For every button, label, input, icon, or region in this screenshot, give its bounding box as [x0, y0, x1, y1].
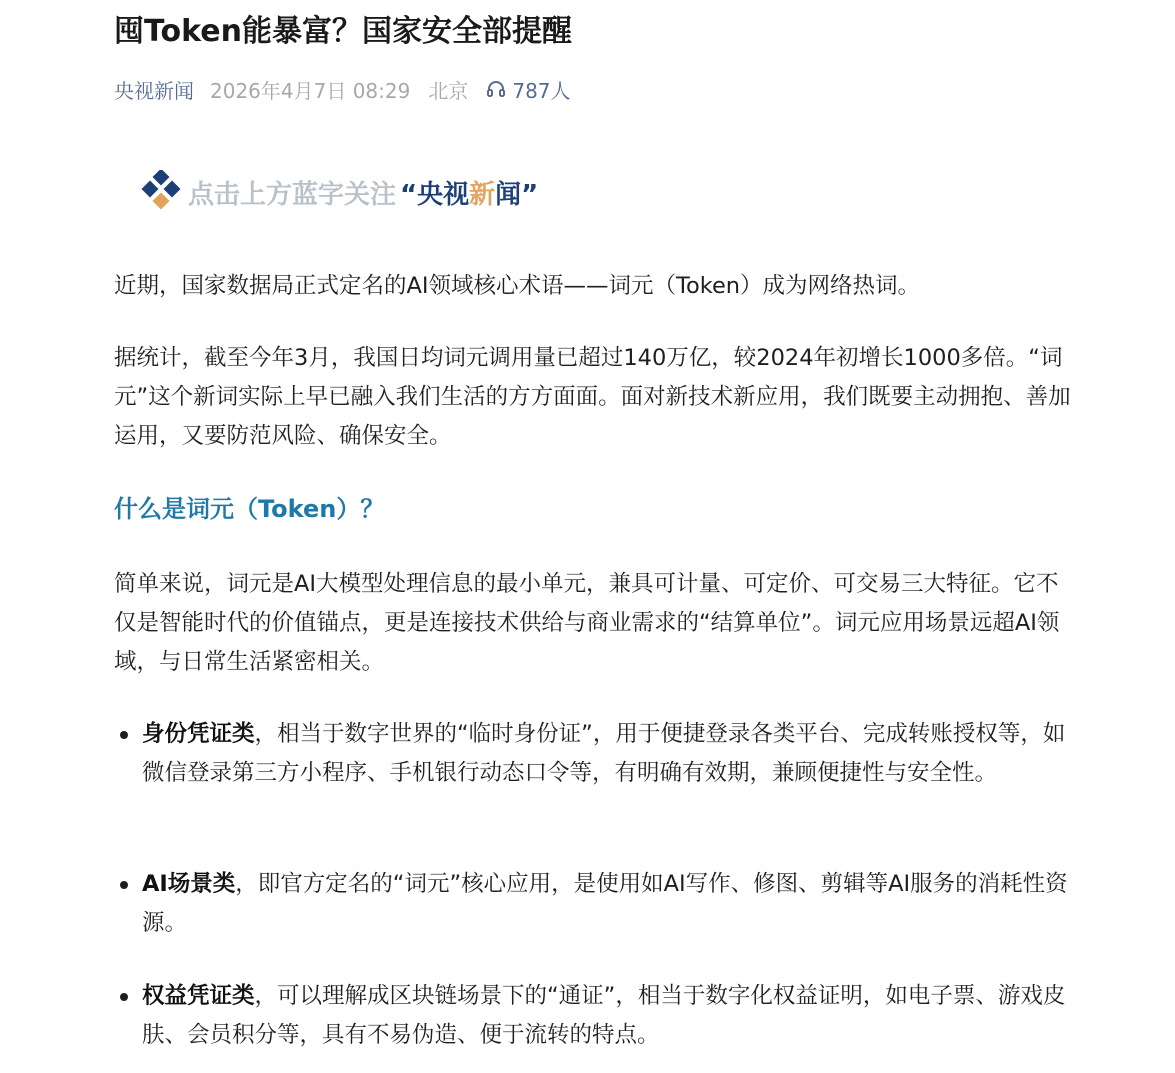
publish-date: 2026年4月7日 08:29	[210, 78, 411, 103]
section-heading: 什么是词元（Token）？	[114, 495, 385, 523]
list-item-desc: ，可以理解成区块链场景下的“通证”，相当于数字化权益证明，如电子票、游戏皮肤、会员积分等，具有不易伪造、便于流转的特点。	[142, 983, 1066, 1048]
list-item	[114, 715, 1079, 793]
list-item-text	[142, 977, 1079, 1055]
follow-banner[interactable]	[140, 170, 538, 214]
name-part-3: 闻	[495, 179, 522, 210]
list-item-term: AI场景类	[142, 871, 236, 897]
paragraph-definition: 简单来说，词元是AI大模型处理信息的最小单元，兼具可计量、可定价、可交易三大特征。它不仅是智能时代的价值锚点，更是连接技术供给与商业需求的“结算单位”。词元应用场景远超AI领域，与日常生活紧密相关。	[114, 571, 1060, 675]
listen-count: 787人	[512, 78, 571, 103]
list-item	[114, 865, 1079, 943]
follow-tip: 点击上方蓝字关注	[188, 179, 397, 210]
list-item-desc: ，相当于数字世界的“临时身份证”，用于便捷登录各类平台、完成转账授权等，如微信登录第三方小程序、手机银行动态口令等，有明确有效期，兼顾便捷性与安全性。	[142, 721, 1066, 786]
listen-button[interactable]	[486, 75, 570, 104]
list-item-term: 身份凭证类	[142, 721, 255, 747]
publish-location: 北京	[428, 78, 469, 103]
paragraph-intro: 近期，国家数据局正式定名的AI领域核心术语——词元（Token）成为网络热词。	[114, 273, 921, 299]
bullet-dot	[114, 865, 142, 943]
list-item-text	[142, 715, 1079, 793]
list-item-term: 权益凭证类	[142, 983, 255, 1009]
source-link[interactable]: 央视新闻	[114, 78, 194, 103]
article-meta	[114, 72, 571, 106]
list-item-desc: ，即官方定名的“词元”核心应用，是使用如AI写作、修图、剪辑等AI服务的消耗性资源。	[142, 871, 1068, 936]
name-open-quote: “	[400, 179, 418, 210]
cctv-news-logo-icon	[140, 170, 184, 214]
account-name	[400, 174, 538, 211]
bullet-dot	[114, 977, 142, 1055]
bullet-dot	[114, 715, 142, 793]
article-title: 囤Token能暴富？国家安全部提醒	[114, 14, 572, 49]
name-close-quote: ”	[521, 179, 539, 210]
list-item-text	[142, 865, 1079, 943]
name-part-1: 央视	[417, 179, 470, 210]
headphones-icon	[486, 79, 506, 99]
name-part-2: 新	[469, 179, 496, 210]
list-item	[114, 977, 1079, 1055]
paragraph-statistics: 据统计，截至今年3月，我国日均词元调用量已超过140万亿，较2024年初增长1000多倍。“词元”这个新词实际上早已融入我们生活的方方面面。面对新技术新应用，我们既要主动拥抱、善加运用，又要防范风险、确保安全。	[114, 345, 1071, 449]
